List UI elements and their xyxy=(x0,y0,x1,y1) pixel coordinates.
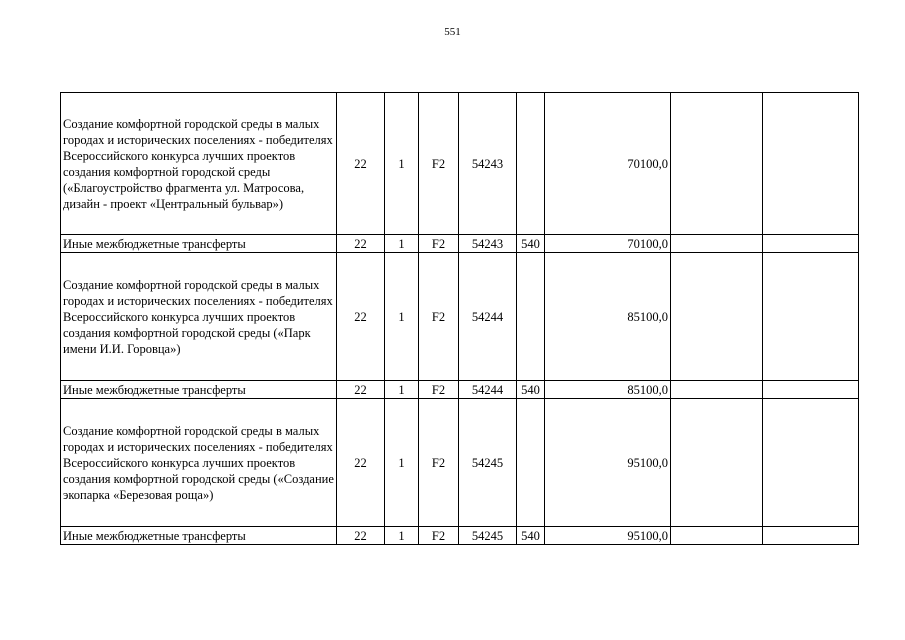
subsection-code-cell: 1 xyxy=(385,381,419,399)
amount-cell: 85100,0 xyxy=(545,253,671,381)
row-name-cell: Создание комфортной городской среды в малых городах и исторических поселениях - победителях Всероссийского конкурса лучших проектов создания комфортной городской среды («Благоустройство фрагмента ул. Матросова, дизайн - проект «Центральный бульвар») xyxy=(61,93,337,235)
extra-cell-1 xyxy=(671,381,763,399)
subsection-code-cell: 1 xyxy=(385,527,419,545)
expense-type-cell xyxy=(517,399,545,527)
budget-table xyxy=(60,92,859,545)
subsection-code-cell: 1 xyxy=(385,235,419,253)
project-code-cell: F2 xyxy=(419,235,459,253)
extra-cell-1 xyxy=(671,399,763,527)
extra-cell-1 xyxy=(671,93,763,235)
section-code-cell: 22 xyxy=(337,399,385,527)
expense-type-cell: 540 xyxy=(517,235,545,253)
section-code-cell: 22 xyxy=(337,235,385,253)
amount-cell: 85100,0 xyxy=(545,381,671,399)
extra-cell-1 xyxy=(671,235,763,253)
direction-code-cell: 54245 xyxy=(459,527,517,545)
expense-type-cell xyxy=(517,253,545,381)
table-row xyxy=(61,399,859,527)
section-code-cell: 22 xyxy=(337,93,385,235)
section-code-cell: 22 xyxy=(337,381,385,399)
subsection-code-cell: 1 xyxy=(385,399,419,527)
project-code-cell: F2 xyxy=(419,381,459,399)
extra-cell-2 xyxy=(763,527,859,545)
direction-code-cell: 54243 xyxy=(459,235,517,253)
extra-cell-2 xyxy=(763,399,859,527)
row-name-cell: Создание комфортной городской среды в малых городах и исторических поселениях - победителях Всероссийского конкурса лучших проектов создания комфортной городской среды («Создание экопарка «Березовая роща») xyxy=(61,399,337,527)
expense-type-cell: 540 xyxy=(517,381,545,399)
row-name-cell: Иные межбюджетные трансферты xyxy=(61,235,337,253)
subsection-code-cell: 1 xyxy=(385,253,419,381)
row-name-cell: Иные межбюджетные трансферты xyxy=(61,527,337,545)
section-code-cell: 22 xyxy=(337,253,385,381)
table-row xyxy=(61,93,859,235)
extra-cell-2 xyxy=(763,381,859,399)
expense-type-cell xyxy=(517,93,545,235)
project-code-cell: F2 xyxy=(419,253,459,381)
table-row xyxy=(61,235,859,253)
extra-cell-2 xyxy=(763,235,859,253)
section-code-cell: 22 xyxy=(337,527,385,545)
project-code-cell: F2 xyxy=(419,527,459,545)
project-code-cell: F2 xyxy=(419,93,459,235)
row-name-cell: Создание комфортной городской среды в малых городах и исторических поселениях - победителях Всероссийского конкурса лучших проектов создания комфортной городской среды («Парк имени И.И. Горовца») xyxy=(61,253,337,381)
direction-code-cell: 54243 xyxy=(459,93,517,235)
amount-cell: 70100,0 xyxy=(545,235,671,253)
table-row xyxy=(61,253,859,381)
extra-cell-1 xyxy=(671,527,763,545)
direction-code-cell: 54244 xyxy=(459,381,517,399)
expense-type-cell: 540 xyxy=(517,527,545,545)
amount-cell: 95100,0 xyxy=(545,399,671,527)
extra-cell-1 xyxy=(671,253,763,381)
project-code-cell: F2 xyxy=(419,399,459,527)
extra-cell-2 xyxy=(763,253,859,381)
page-number: 551 xyxy=(444,26,461,38)
row-name-cell: Иные межбюджетные трансферты xyxy=(61,381,337,399)
direction-code-cell: 54244 xyxy=(459,253,517,381)
extra-cell-2 xyxy=(763,93,859,235)
table-row xyxy=(61,381,859,399)
subsection-code-cell: 1 xyxy=(385,93,419,235)
direction-code-cell: 54245 xyxy=(459,399,517,527)
amount-cell: 70100,0 xyxy=(545,93,671,235)
table-row xyxy=(61,527,859,545)
amount-cell: 95100,0 xyxy=(545,527,671,545)
